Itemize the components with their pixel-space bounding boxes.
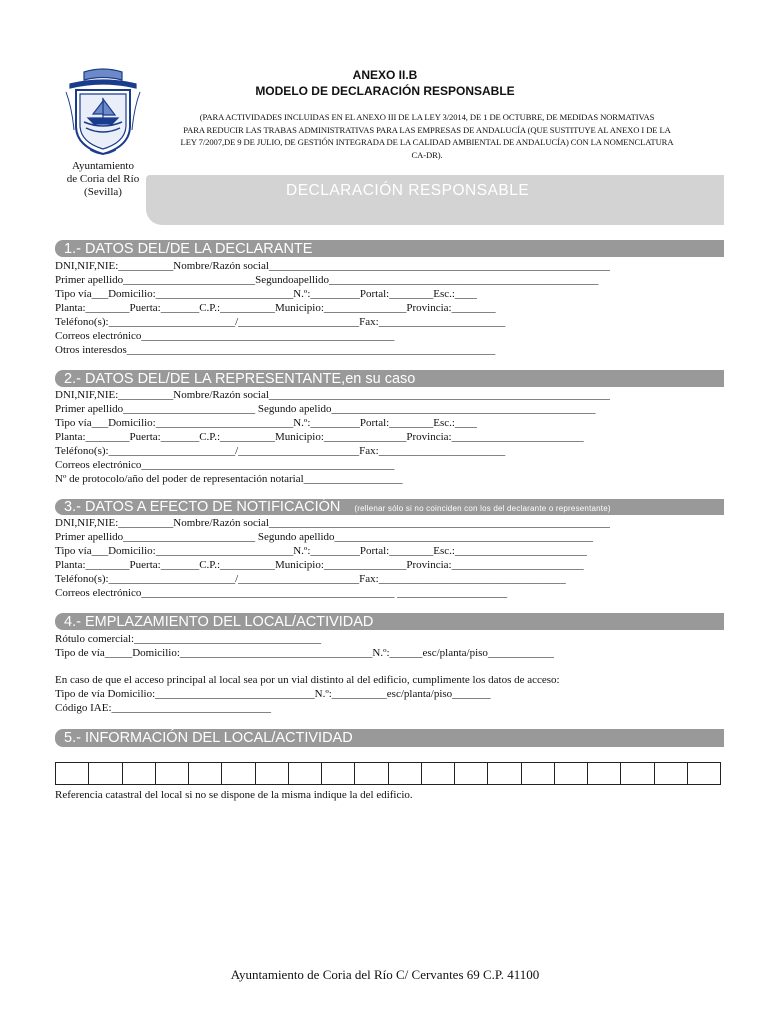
section-1-header [55,240,724,257]
cadastral-digit-box[interactable] [688,763,720,784]
access-address-row[interactable]: Tipo de vía Domicilio:_____________________________N.º:__________esc/planta/piso_______ [55,688,491,700]
footer-address: Ayuntamiento de Coria del Río C/ Cervantes 69 C.P. 41100 [230,967,540,982]
cadastral-digit-box[interactable] [588,763,621,784]
premises-address-row[interactable]: Tipo de vía_____Domicilio:___________________________________N.º:______esc/planta/piso____________ [55,647,554,659]
cadastral-digit-box[interactable] [555,763,588,784]
section-5-title: 5.- INFORMACIÓN DEL LOCAL/ACTIVIDAD [64,730,353,746]
access-note: En caso de que el acceso principal al local sea por un vial distinto al del edificio, cumplimente los datos de acceso: [55,674,560,686]
municipality-name [48,160,158,199]
section-4-title: 4.- EMPLAZAMIENTO DEL LOCAL/ACTIVIDAD [64,614,374,630]
cadastral-digit-box[interactable] [322,763,355,784]
cadastral-digit-box[interactable] [522,763,555,784]
trade-name-row[interactable]: Rótulo comercial:__________________________________ [55,633,322,645]
representative-id-row[interactable]: DNI,NIF,NIE:__________Nombre/Razón social______________________________________________________________ [55,389,610,401]
representative-phone-row[interactable]: Teléfono(s):_______________________/______________________Fax:_______________________ [55,445,506,457]
cadastral-digit-box[interactable] [389,763,422,784]
cadastral-digit-box[interactable] [422,763,455,784]
declarant-address-row[interactable]: Tipo vía___Domicilio:_________________________N.º:_________Portal:________Esc.:____ [55,288,477,300]
subtitle-line: PARA REDUCIR LAS TRABAS ADMINISTRATIVAS PARA LAS EMPRESAS DE ANDALUCÍA (QUE SUSTITUYE AL ANEXO I DE LA [183,124,671,135]
section-3-note: (rellenar sólo si no coinciden con los del declarante o representante) [354,504,611,513]
representative-address-row[interactable]: Tipo vía___Domicilio:_________________________N.º:_________Portal:________Esc.:____ [55,417,477,429]
city-line: de Coria del Río [66,173,140,185]
city-line: Ayuntamiento [72,160,134,172]
representative-protocol-row[interactable]: Nº de protocolo/año del poder de representación notarial__________________ [55,473,403,485]
declarant-phone-row[interactable]: Teléfono(s):_______________________/______________________Fax:_______________________ [55,316,506,328]
notification-address-row[interactable]: Tipo vía___Domicilio:_________________________N.º:_________Portal:________Esc.:________________________ [55,545,587,557]
cadastral-digit-box[interactable] [355,763,388,784]
subtitle-line: (PARA ACTIVIDADES INCLUIDAS EN EL ANEXO III DE LA LEY 3/2014, DE 1 DE OCTUBRE, DE MEDIDAS NORMATIVAS [199,112,655,122]
annex-label: ANEXO II.B [352,68,418,82]
iae-code-row[interactable]: Código IAE:_____________________________ [55,702,272,714]
cadastral-digit-box[interactable] [289,763,322,784]
cadastral-digit-box[interactable] [488,763,521,784]
cadastral-digit-box[interactable] [123,763,156,784]
section-4-header [55,613,724,630]
subtitle-line: LEY 7/2007,DE 9 DE JULIO, DE GESTIÓN INTEGRADA DE LA CALIDAD AMBIENTAL DE ANDALUCÍA) CON LA NOMENCLATURA [180,137,674,148]
subtitle-line: CA-DR). [411,149,443,160]
section-3-header [55,499,724,515]
cadastral-reference-grid [55,762,721,785]
declarant-surname-row[interactable]: Primer apellido________________________Segundoapellido_________________________________________________ [55,274,599,286]
notification-surname-row[interactable]: Primer apellido________________________ Segundo apellido_______________________________________________ [55,531,594,543]
legal-subtitle [132,111,722,161]
section-2-title: 2.- DATOS DEL/DE LA REPRESENTANTE,en su caso [64,371,416,387]
cadastral-note: Referencia catastral del local si no se dispone de la misma indique la del edificio. [55,789,413,801]
cadastral-digit-box[interactable] [89,763,122,784]
cadastral-digit-box[interactable] [189,763,222,784]
city-line: (Sevilla) [84,186,122,198]
notification-email-row[interactable]: Correos electrónico______________________________________________ ____________________ [55,587,508,599]
notification-phone-row[interactable]: Teléfono(s):_______________________/______________________Fax:__________________________________ [55,573,566,585]
notification-location-row[interactable]: Planta:________Puerta:_______C.P.:__________Municipio:_______________Provincia:________________________ [55,559,584,571]
declarant-location-row[interactable]: Planta:________Puerta:_______C.P.:__________Municipio:_______________Provincia:________ [55,302,496,314]
cadastral-digit-box[interactable] [655,763,688,784]
declarant-email-row[interactable]: Correos electrónico______________________________________________ [55,330,395,342]
declaration-banner [146,175,724,225]
declaration-label: DECLARACIÓN RESPONSABLE [286,182,530,199]
section-1-title: 1.- DATOS DEL/DE LA DECLARANTE [64,241,313,257]
declarant-id-row[interactable]: DNI,NIF,NIE:__________Nombre/Razón social______________________________________________________________ [55,260,610,272]
cadastral-digit-box[interactable] [621,763,654,784]
cadastral-digit-box[interactable] [455,763,488,784]
section-3-title: 3.- DATOS A EFECTO DE NOTIFICACIÓN [64,499,341,515]
cadastral-digit-box[interactable] [222,763,255,784]
document-title: MODELO DE DECLARACIÓN RESPONSABLE [255,84,515,98]
cadastral-digit-box[interactable] [156,763,189,784]
cadastral-digit-box[interactable] [256,763,289,784]
representative-surname-row[interactable]: Primer apellido________________________ Segundo apelido________________________________________________ [55,403,596,415]
section-2-header [55,370,724,387]
cadastral-digit-box[interactable] [56,763,89,784]
section-5-header [55,729,724,747]
declarant-others-row[interactable]: Otros interesdos___________________________________________________________________ [55,344,496,356]
notification-id-row[interactable]: DNI,NIF,NIE:__________Nombre/Razón social______________________________________________________________ [55,517,610,529]
representative-email-row[interactable]: Correos electrónico______________________________________________ [55,459,395,471]
representative-location-row[interactable]: Planta:________Puerta:_______C.P.:__________Municipio:_______________Provincia:________________________ [55,431,584,443]
